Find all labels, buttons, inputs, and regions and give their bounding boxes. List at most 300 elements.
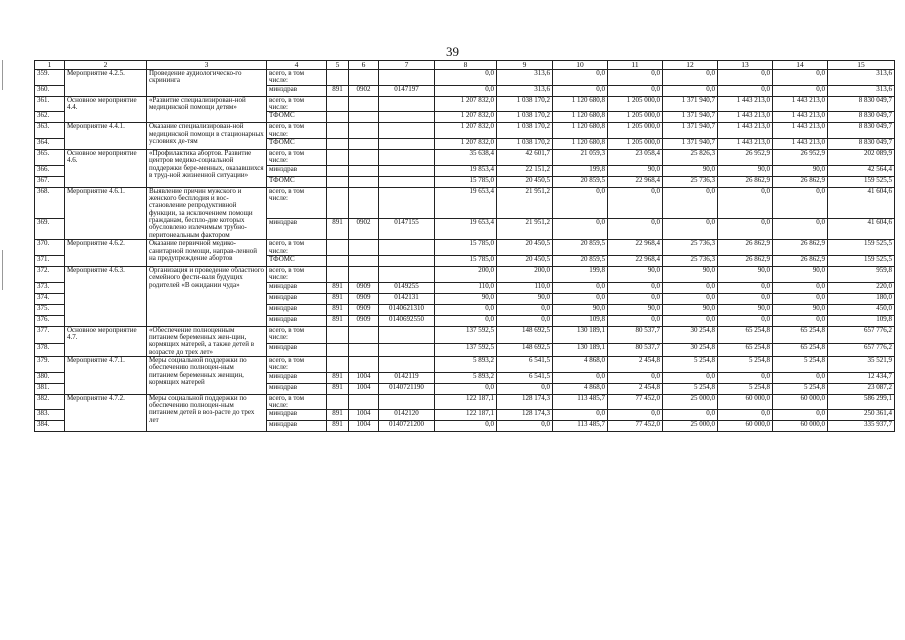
amount-cell: 959,8 <box>828 266 895 282</box>
amount-cell: 0,0 <box>773 218 828 240</box>
budget-code-section: 0902 <box>349 85 379 96</box>
amount-cell: 0,0 <box>497 304 553 315</box>
amount-cell: 0,0 <box>718 85 773 96</box>
budget-code-section <box>349 356 379 372</box>
amount-cell: 0,0 <box>553 85 608 96</box>
amount-cell: 8 830 049,7 <box>828 112 895 123</box>
budget-code-grbs <box>327 123 349 139</box>
amount-cell: 0,0 <box>435 70 497 86</box>
amount-cell: 0,0 <box>773 372 828 383</box>
budget-code-section <box>349 394 379 410</box>
budget-code-article: 0140721190 <box>379 383 435 394</box>
funding-source: минздрав <box>267 372 327 383</box>
budget-code-section <box>349 344 379 357</box>
event-description: Оказание специализирован-ной медицинской помощи в стационарных условиях де-тям <box>147 123 267 150</box>
column-header: 10 <box>553 61 608 70</box>
amount-cell: 0,0 <box>435 85 497 96</box>
row-number: 379. <box>35 356 65 372</box>
amount-cell: 1 443 213,0 <box>718 123 773 139</box>
budget-code-article <box>379 165 435 176</box>
amount-cell: 0,0 <box>663 85 718 96</box>
amount-cell: 25 736,3 <box>663 255 718 266</box>
amount-cell: 313,6 <box>497 85 553 96</box>
funding-source: всего, в том числе: <box>267 70 327 86</box>
amount-cell: 15 785,0 <box>435 176 497 187</box>
budget-code-article <box>379 96 435 112</box>
amount-cell: 200,0 <box>435 266 497 282</box>
amount-cell: 25 000,0 <box>663 394 718 410</box>
scan-edge-mark <box>2 250 3 290</box>
budget-code-grbs <box>327 187 349 218</box>
amount-cell: 250 361,4 <box>828 410 895 421</box>
amount-cell: 200,0 <box>497 266 553 282</box>
funding-source: всего, в том числе: <box>267 150 327 166</box>
amount-cell: 30 254,8 <box>663 344 718 357</box>
budget-code-section <box>349 255 379 266</box>
amount-cell: 5 254,8 <box>718 356 773 372</box>
budget-code-article <box>379 139 435 150</box>
amount-cell: 90,0 <box>773 266 828 282</box>
amount-cell: 113 485,7 <box>553 421 608 432</box>
amount-cell: 60 000,0 <box>773 394 828 410</box>
amount-cell: 0,0 <box>435 383 497 394</box>
budget-code-grbs <box>327 112 349 123</box>
amount-cell: 12 434,7 <box>828 372 895 383</box>
amount-cell: 90,0 <box>497 293 553 304</box>
amount-cell: 1 371 940,7 <box>663 139 718 150</box>
event-name: Мероприятие 4.6.3. <box>65 266 147 326</box>
amount-cell: 0,0 <box>497 315 553 326</box>
event-description: Проведение аудиологическо-го скрининга <box>147 70 267 97</box>
amount-cell: 80 537,7 <box>608 326 663 344</box>
amount-cell: 65 254,8 <box>718 344 773 357</box>
budget-code-article <box>379 123 435 139</box>
amount-cell: 1 205 000,0 <box>608 96 663 112</box>
budget-code-grbs: 891 <box>327 410 349 421</box>
amount-cell: 25 826,3 <box>663 150 718 166</box>
row-number: 361. <box>35 96 65 112</box>
amount-cell: 0,0 <box>663 70 718 86</box>
funding-source: минздрав <box>267 344 327 357</box>
amount-cell: 0,0 <box>718 410 773 421</box>
amount-cell: 0,0 <box>608 218 663 240</box>
amount-cell: 109,8 <box>828 315 895 326</box>
budget-code-section: 0909 <box>349 315 379 326</box>
row-number: 359. <box>35 70 65 86</box>
budget-code-grbs: 891 <box>327 421 349 432</box>
amount-cell: 21 951,2 <box>497 218 553 240</box>
row-number: 367. <box>35 176 65 187</box>
amount-cell: 1 038 170,2 <box>497 139 553 150</box>
amount-cell: 0,0 <box>663 315 718 326</box>
amount-cell: 90,0 <box>663 266 718 282</box>
amount-cell: 0,0 <box>773 410 828 421</box>
budget-code-grbs <box>327 394 349 410</box>
budget-code-grbs <box>327 176 349 187</box>
amount-cell: 109,8 <box>553 315 608 326</box>
amount-cell: 90,0 <box>663 165 718 176</box>
amount-cell: 313,6 <box>497 70 553 86</box>
amount-cell: 77 452,0 <box>608 421 663 432</box>
amount-cell: 19 653,4 <box>435 187 497 218</box>
funding-source: минздрав <box>267 85 327 96</box>
budget-code-grbs: 891 <box>327 282 349 293</box>
funding-source: минздрав <box>267 165 327 176</box>
row-number: 375. <box>35 304 65 315</box>
amount-cell: 26 952,9 <box>718 150 773 166</box>
amount-cell: 1 038 170,2 <box>497 96 553 112</box>
amount-cell: 1 120 680,8 <box>553 123 608 139</box>
amount-cell: 8 830 049,7 <box>828 123 895 139</box>
row-number: 377. <box>35 326 65 344</box>
amount-cell: 0,0 <box>608 85 663 96</box>
event-description: Организация и проведение областного семейного фести-валя будущих родителей «В ожидании чуда» <box>147 266 267 326</box>
amount-cell: 6 541,5 <box>497 372 553 383</box>
amount-cell: 20 450,5 <box>497 176 553 187</box>
column-header: 11 <box>608 61 663 70</box>
amount-cell: 0,0 <box>553 218 608 240</box>
amount-cell: 5 254,8 <box>663 383 718 394</box>
amount-cell: 0,0 <box>718 282 773 293</box>
budget-code-article: 0147155 <box>379 218 435 240</box>
budget-code-article: 0140692550 <box>379 315 435 326</box>
budget-code-section <box>349 326 379 344</box>
amount-cell: 159 525,5 <box>828 255 895 266</box>
budget-code-section <box>349 240 379 256</box>
budget-code-section: 0909 <box>349 293 379 304</box>
amount-cell: 2 454,8 <box>608 356 663 372</box>
budget-code-section <box>349 70 379 86</box>
scan-edge-mark <box>2 60 3 90</box>
column-header: 3 <box>147 61 267 70</box>
row-number: 380. <box>35 372 65 383</box>
funding-source: всего, в том числе: <box>267 326 327 344</box>
budget-code-article: 0142120 <box>379 410 435 421</box>
column-header: 12 <box>663 61 718 70</box>
event-description: «Профилактика абортов. Развитие центров медико-социальной поддержки бере-менных, оказавшихся в труд-ной жизненной ситуации» <box>147 150 267 188</box>
budget-code-section <box>349 96 379 112</box>
amount-cell: 26 862,9 <box>718 240 773 256</box>
amount-cell: 0,0 <box>663 410 718 421</box>
event-name: Мероприятие 4.2.5. <box>65 70 147 97</box>
amount-cell: 1 038 170,2 <box>497 123 553 139</box>
budget-code-grbs <box>327 165 349 176</box>
amount-cell: 4 868,0 <box>553 356 608 372</box>
amount-cell: 5 893,2 <box>435 372 497 383</box>
row-number: 383. <box>35 410 65 421</box>
table-row <box>35 394 895 410</box>
funding-source: всего, в том числе: <box>267 266 327 282</box>
amount-cell: 8 830 049,7 <box>828 96 895 112</box>
amount-cell: 313,6 <box>828 85 895 96</box>
amount-cell: 60 000,0 <box>773 421 828 432</box>
amount-cell: 0,0 <box>773 70 828 86</box>
budget-code-article <box>379 255 435 266</box>
funding-source: минздрав <box>267 410 327 421</box>
budget-code-section <box>349 176 379 187</box>
amount-cell: 159 525,5 <box>828 176 895 187</box>
budget-code-article <box>379 356 435 372</box>
amount-cell: 22 968,4 <box>608 176 663 187</box>
amount-cell: 90,0 <box>608 304 663 315</box>
amount-cell: 1 371 940,7 <box>663 123 718 139</box>
amount-cell: 77 452,0 <box>608 394 663 410</box>
amount-cell: 1 207 832,0 <box>435 139 497 150</box>
amount-cell: 0,0 <box>608 293 663 304</box>
page-number: 39 <box>446 44 459 59</box>
table-body <box>35 70 895 432</box>
amount-cell: 90,0 <box>553 304 608 315</box>
amount-cell: 22 968,4 <box>608 240 663 256</box>
budget-code-article: 0142131 <box>379 293 435 304</box>
amount-cell: 0,0 <box>773 282 828 293</box>
amount-cell: 5 254,8 <box>663 356 718 372</box>
amount-cell: 1 443 213,0 <box>718 112 773 123</box>
table-row <box>35 356 895 372</box>
amount-cell: 6 541,5 <box>497 356 553 372</box>
budget-code-grbs: 891 <box>327 383 349 394</box>
amount-cell: 1 120 680,8 <box>553 112 608 123</box>
budget-code-article <box>379 176 435 187</box>
amount-cell: 1 443 213,0 <box>773 96 828 112</box>
column-header: 2 <box>65 61 147 70</box>
budget-code-article <box>379 326 435 344</box>
event-name: Мероприятие 4.7.2. <box>65 394 147 432</box>
amount-cell: 0,0 <box>553 282 608 293</box>
budget-code-article <box>379 112 435 123</box>
amount-cell: 0,0 <box>663 372 718 383</box>
amount-cell: 1 371 940,7 <box>663 112 718 123</box>
amount-cell: 1 443 213,0 <box>718 96 773 112</box>
row-number: 384. <box>35 421 65 432</box>
funding-source: минздрав <box>267 218 327 240</box>
amount-cell: 19 653,4 <box>435 218 497 240</box>
budget-code-section <box>349 150 379 166</box>
table-row <box>35 150 895 166</box>
amount-cell: 41 604,6 <box>828 187 895 218</box>
row-number: 360. <box>35 85 65 96</box>
budget-code-grbs <box>327 356 349 372</box>
amount-cell: 0,0 <box>773 187 828 218</box>
budget-code-section: 1004 <box>349 421 379 432</box>
amount-cell: 5 254,8 <box>773 383 828 394</box>
amount-cell: 0,0 <box>773 315 828 326</box>
amount-cell: 60 000,0 <box>718 394 773 410</box>
amount-cell: 0,0 <box>497 383 553 394</box>
amount-cell: 122 187,1 <box>435 410 497 421</box>
budget-code-grbs <box>327 326 349 344</box>
amount-cell: 1 207 832,0 <box>435 112 497 123</box>
amount-cell: 137 592,5 <box>435 326 497 344</box>
amount-cell: 130 189,1 <box>553 326 608 344</box>
table-row <box>35 266 895 282</box>
amount-cell: 0,0 <box>773 293 828 304</box>
table-row <box>35 96 895 112</box>
funding-source: минздрав <box>267 315 327 326</box>
amount-cell: 23 087,2 <box>828 383 895 394</box>
amount-cell: 25 000,0 <box>663 421 718 432</box>
amount-cell: 23 058,4 <box>608 150 663 166</box>
amount-cell: 313,6 <box>828 70 895 86</box>
amount-cell: 1 205 000,0 <box>608 139 663 150</box>
table-row <box>35 123 895 139</box>
amount-cell: 110,0 <box>497 282 553 293</box>
funding-source: ТФОМС <box>267 112 327 123</box>
amount-cell: 25 736,3 <box>663 176 718 187</box>
column-header: 6 <box>349 61 379 70</box>
amount-cell: 0,0 <box>608 372 663 383</box>
row-number: 362. <box>35 112 65 123</box>
amount-cell: 60 000,0 <box>718 421 773 432</box>
row-number: 366. <box>35 165 65 176</box>
amount-cell: 8 830 049,7 <box>828 139 895 150</box>
budget-code-article <box>379 240 435 256</box>
amount-cell: 0,0 <box>718 315 773 326</box>
event-description: «Развитие специализирован-ной медицинской помощи детям» <box>147 96 267 123</box>
budget-code-section: 1004 <box>349 410 379 421</box>
amount-cell: 0,0 <box>608 315 663 326</box>
row-number: 368. <box>35 187 65 218</box>
amount-cell: 20 859,5 <box>553 240 608 256</box>
budget-code-grbs: 891 <box>327 304 349 315</box>
amount-cell: 0,0 <box>718 372 773 383</box>
column-header: 7 <box>379 61 435 70</box>
amount-cell: 0,0 <box>718 70 773 86</box>
amount-cell: 26 952,9 <box>773 150 828 166</box>
budget-code-grbs: 891 <box>327 218 349 240</box>
row-number: 364. <box>35 139 65 150</box>
amount-cell: 1 443 213,0 <box>773 112 828 123</box>
event-name: Мероприятие 4.7.1. <box>65 356 147 394</box>
row-number: 371. <box>35 255 65 266</box>
budget-code-grbs: 891 <box>327 85 349 96</box>
amount-cell: 0,0 <box>718 293 773 304</box>
amount-cell: 65 254,8 <box>773 326 828 344</box>
budget-code-article: 0140721200 <box>379 421 435 432</box>
amount-cell: 586 299,1 <box>828 394 895 410</box>
amount-cell: 128 174,3 <box>497 410 553 421</box>
row-number: 381. <box>35 383 65 394</box>
amount-cell: 65 254,8 <box>773 344 828 357</box>
amount-cell: 15 785,0 <box>435 240 497 256</box>
budget-code-section <box>349 123 379 139</box>
row-number: 376. <box>35 315 65 326</box>
amount-cell: 1 120 680,8 <box>553 96 608 112</box>
row-number: 378. <box>35 344 65 357</box>
row-number: 363. <box>35 123 65 139</box>
budget-code-article <box>379 394 435 410</box>
row-number: 373. <box>35 282 65 293</box>
amount-cell: 110,0 <box>435 282 497 293</box>
event-description: Меры социальной поддержки по обеспечению полноцен-ным питанием детей в воз-расте до трех лет <box>147 394 267 432</box>
amount-cell: 19 853,4 <box>435 165 497 176</box>
budget-code-section <box>349 165 379 176</box>
funding-source: всего, в том числе: <box>267 394 327 410</box>
amount-cell: 26 862,9 <box>718 176 773 187</box>
amount-cell: 1 205 000,0 <box>608 112 663 123</box>
budget-code-section: 0909 <box>349 282 379 293</box>
amount-cell: 657 776,2 <box>828 326 895 344</box>
amount-cell: 5 893,2 <box>435 356 497 372</box>
amount-cell: 90,0 <box>608 165 663 176</box>
budget-code-grbs <box>327 150 349 166</box>
amount-cell: 0,0 <box>553 293 608 304</box>
amount-cell: 0,0 <box>663 293 718 304</box>
amount-cell: 657 776,2 <box>828 344 895 357</box>
amount-cell: 35 521,9 <box>828 356 895 372</box>
amount-cell: 335 937,7 <box>828 421 895 432</box>
amount-cell: 26 862,9 <box>773 255 828 266</box>
amount-cell: 0,0 <box>718 187 773 218</box>
amount-cell: 41 604,6 <box>828 218 895 240</box>
budget-table <box>34 60 895 432</box>
amount-cell: 0,0 <box>663 187 718 218</box>
amount-cell: 25 736,3 <box>663 240 718 256</box>
budget-code-grbs <box>327 240 349 256</box>
amount-cell: 21 059,3 <box>553 150 608 166</box>
amount-cell: 65 254,8 <box>718 326 773 344</box>
budget-code-article <box>379 344 435 357</box>
budget-code-grbs <box>327 96 349 112</box>
event-name: Основное мероприятие 4.6. <box>65 150 147 188</box>
amount-cell: 22 968,4 <box>608 255 663 266</box>
amount-cell: 5 254,8 <box>718 383 773 394</box>
table-row <box>35 240 895 256</box>
amount-cell: 0,0 <box>553 187 608 218</box>
amount-cell: 122 187,1 <box>435 394 497 410</box>
funding-source: минздрав <box>267 293 327 304</box>
event-name: Основное мероприятие 4.7. <box>65 326 147 356</box>
amount-cell: 1 207 832,0 <box>435 123 497 139</box>
budget-code-article <box>379 70 435 86</box>
amount-cell: 0,0 <box>608 187 663 218</box>
amount-cell: 137 592,5 <box>435 344 497 357</box>
amount-cell: 4 868,0 <box>553 383 608 394</box>
budget-code-grbs <box>327 255 349 266</box>
budget-code-article <box>379 187 435 218</box>
funding-source: ТФОМС <box>267 176 327 187</box>
amount-cell: 0,0 <box>608 410 663 421</box>
amount-cell: 80 537,7 <box>608 344 663 357</box>
funding-source: всего, в том числе: <box>267 123 327 139</box>
budget-code-grbs <box>327 344 349 357</box>
amount-cell: 90,0 <box>718 304 773 315</box>
budget-code-grbs <box>327 139 349 150</box>
budget-code-section <box>349 112 379 123</box>
budget-code-article <box>379 266 435 282</box>
amount-cell: 90,0 <box>773 165 828 176</box>
budget-code-article: 0149255 <box>379 282 435 293</box>
table-row <box>35 70 895 86</box>
budget-code-section <box>349 187 379 218</box>
funding-source: всего, в том числе: <box>267 240 327 256</box>
amount-cell: 148 692,5 <box>497 326 553 344</box>
budget-code-section <box>349 266 379 282</box>
amount-cell: 90,0 <box>718 165 773 176</box>
amount-cell: 0,0 <box>663 282 718 293</box>
column-header: 4 <box>267 61 327 70</box>
amount-cell: 202 089,9 <box>828 150 895 166</box>
column-header: 15 <box>828 61 895 70</box>
funding-source: ТФОМС <box>267 139 327 150</box>
amount-cell: 0,0 <box>435 304 497 315</box>
amount-cell: 22 151,2 <box>497 165 553 176</box>
budget-code-article: 0140621310 <box>379 304 435 315</box>
amount-cell: 0,0 <box>553 410 608 421</box>
budget-code-section: 1004 <box>349 372 379 383</box>
budget-code-article <box>379 150 435 166</box>
amount-cell: 1 443 213,0 <box>773 139 828 150</box>
